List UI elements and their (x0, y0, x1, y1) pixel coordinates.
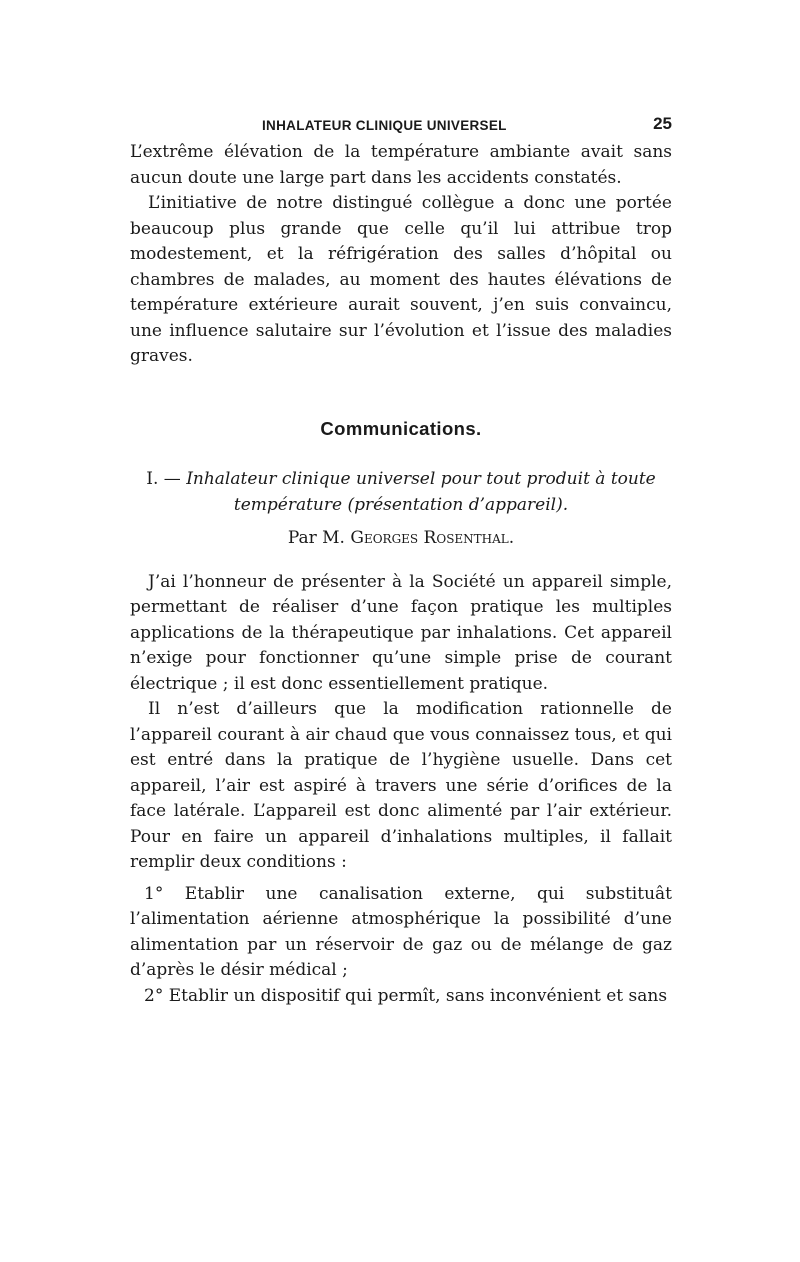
communication-title-line2: température (présentation d’appareil). (233, 494, 569, 515)
condition-item-2: 2° Etablir un dispositif qui permît, sans inconvénient et sans (144, 985, 668, 1006)
page-number: 25 (653, 114, 672, 133)
byline-prefix: Par M. (287, 527, 345, 548)
byline-author: Georges Rosenthal. (350, 527, 515, 548)
intro-paragraph-1: L’extrême élévation de la température ambiante avait sans aucun doute une large part dans les accidents constatés. (130, 142, 672, 188)
communication-number: I. — (146, 468, 181, 489)
byline (130, 528, 672, 548)
communication-title-line1: Inhalateur clinique universel pour tout produit à toute (186, 468, 656, 489)
running-header (130, 112, 672, 140)
running-title: INHALATEUR CLINIQUE UNIVERSEL (262, 118, 507, 133)
body-paragraph-1: J’ai l’honneur de présenter à la Société un appareil simple, permettant de réaliser d’une façon pratique les multiples applications de la thérapeutique par inhalations. Cet appareil n’exige pour fonctionner qu’une simple prise de courant électrique ; il est donc essentiellement pratique. (130, 571, 672, 694)
section-heading: Communications. (320, 417, 482, 439)
intro-paragraph-2: L’initiative de notre distingué collègue a donc une portée beaucoup plus grande que celle qu’il lui attribue trop modestement, et la réfrigération des salles d’hôpital ou chambres de malades, au moment des hautes élévations de température extérieure aurait souvent, j’en suis convaincu, une influence salutaire sur l’évolution et l’issue des maladies graves. (130, 193, 672, 366)
body-paragraph-2: Il n’est d’ailleurs que la modification rationnelle de l’appareil courant à air chaud que vous connaissez tous, et qui est entré dans la pratique de l’hygiène usuelle. Dans cet appareil, l’air est aspiré à travers une série d’orifices de la face latérale. L’appareil est donc alimenté par l’air extérieur. Pour en faire un appareil d’inhalations multiples, il fallait remplir deux conditions : (130, 699, 672, 872)
communication-title (130, 466, 672, 518)
book-page (130, 112, 672, 1009)
condition-item-1: 1° Etablir une canalisation externe, qui substituât l’alimentation aérienne atmosphérique la possibilité d’une alimentation par un réservoir de gaz ou de mélange de gaz d’après le désir médical ; (130, 883, 672, 980)
